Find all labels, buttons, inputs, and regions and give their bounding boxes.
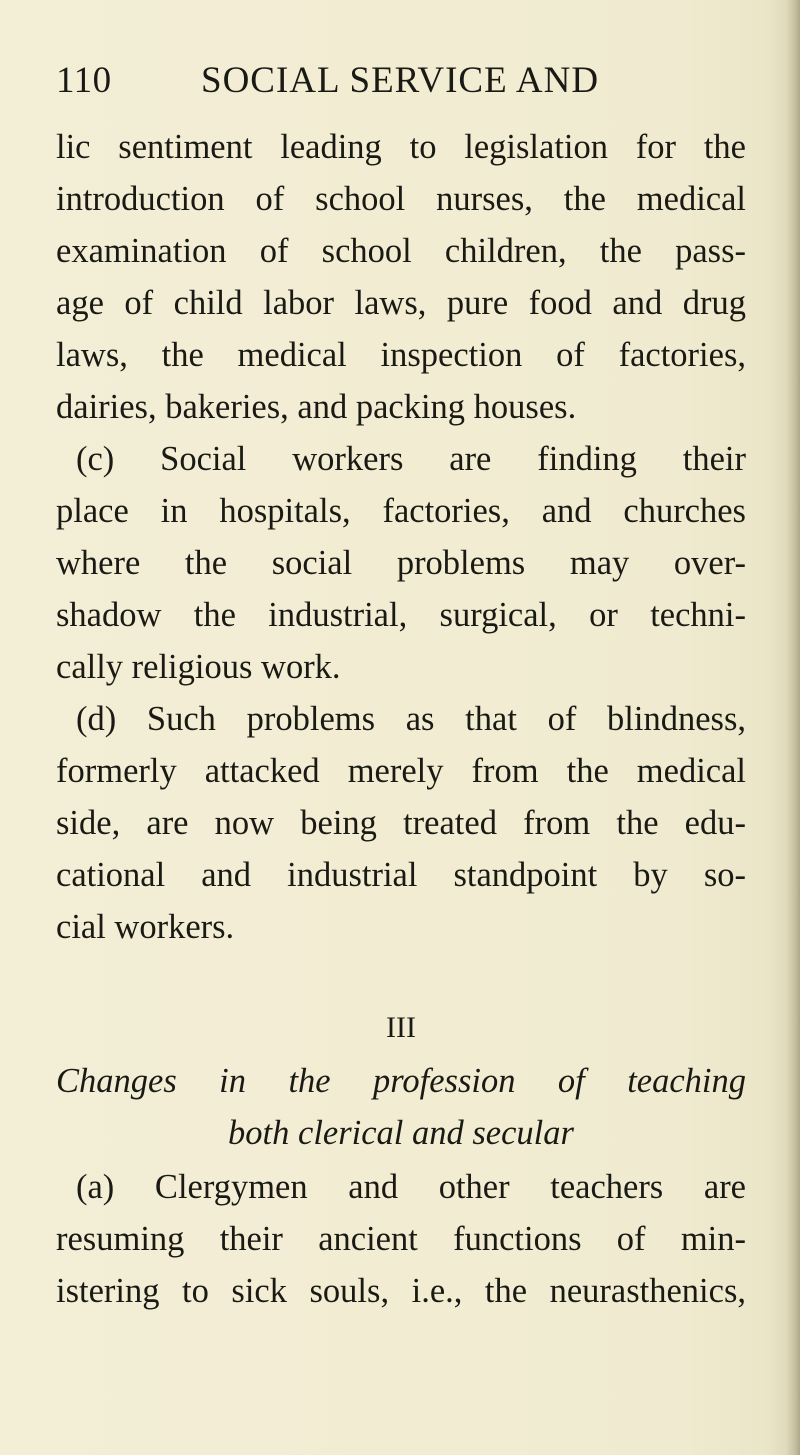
paragraph-d-line: (d) Such problems as that of blindness,: [76, 700, 746, 738]
page-number: 110: [56, 60, 112, 101]
body-line: where the social problems may over-: [56, 544, 746, 582]
page-edge-shadow: [786, 0, 800, 1455]
body-line: dairies, bakeries, and packing houses.: [56, 388, 577, 426]
page-header: [56, 58, 746, 104]
body-line: cial workers.: [56, 908, 235, 946]
body-line: cally religious work.: [56, 648, 341, 686]
section-numeral: III: [386, 1011, 416, 1044]
section-heading-line-1: Changes in the profession of teaching: [56, 1062, 746, 1100]
section-heading-line-2: both clerical and secular: [228, 1114, 574, 1152]
body-line: lic sentiment leading to legislation for the: [56, 128, 746, 166]
body-line: istering to sick souls, i.e., the neurasthenics,: [56, 1272, 746, 1310]
body-line: formerly attacked merely from the medical: [56, 752, 746, 790]
body-line: examination of school children, the pass-: [56, 232, 746, 270]
body-line: age of child labor laws, pure food and drug: [56, 284, 746, 322]
body-line: cational and industrial standpoint by so-: [56, 856, 746, 894]
body-line: resuming their ancient functions of min-: [56, 1220, 746, 1258]
body-line: shadow the industrial, surgical, or techni-: [56, 596, 746, 634]
body-line: side, are now being treated from the edu-: [56, 804, 746, 842]
body-line: introduction of school nurses, the medical: [56, 180, 746, 218]
body-line: place in hospitals, factories, and churches: [56, 492, 746, 530]
body-line: laws, the medical inspection of factories,: [56, 336, 746, 374]
paragraph-c-line: (c) Social workers are finding their: [76, 440, 746, 478]
running-title: SOCIAL SERVICE AND: [201, 60, 600, 101]
paragraph-a-line: (a) Clergymen and other teachers are: [76, 1168, 746, 1206]
